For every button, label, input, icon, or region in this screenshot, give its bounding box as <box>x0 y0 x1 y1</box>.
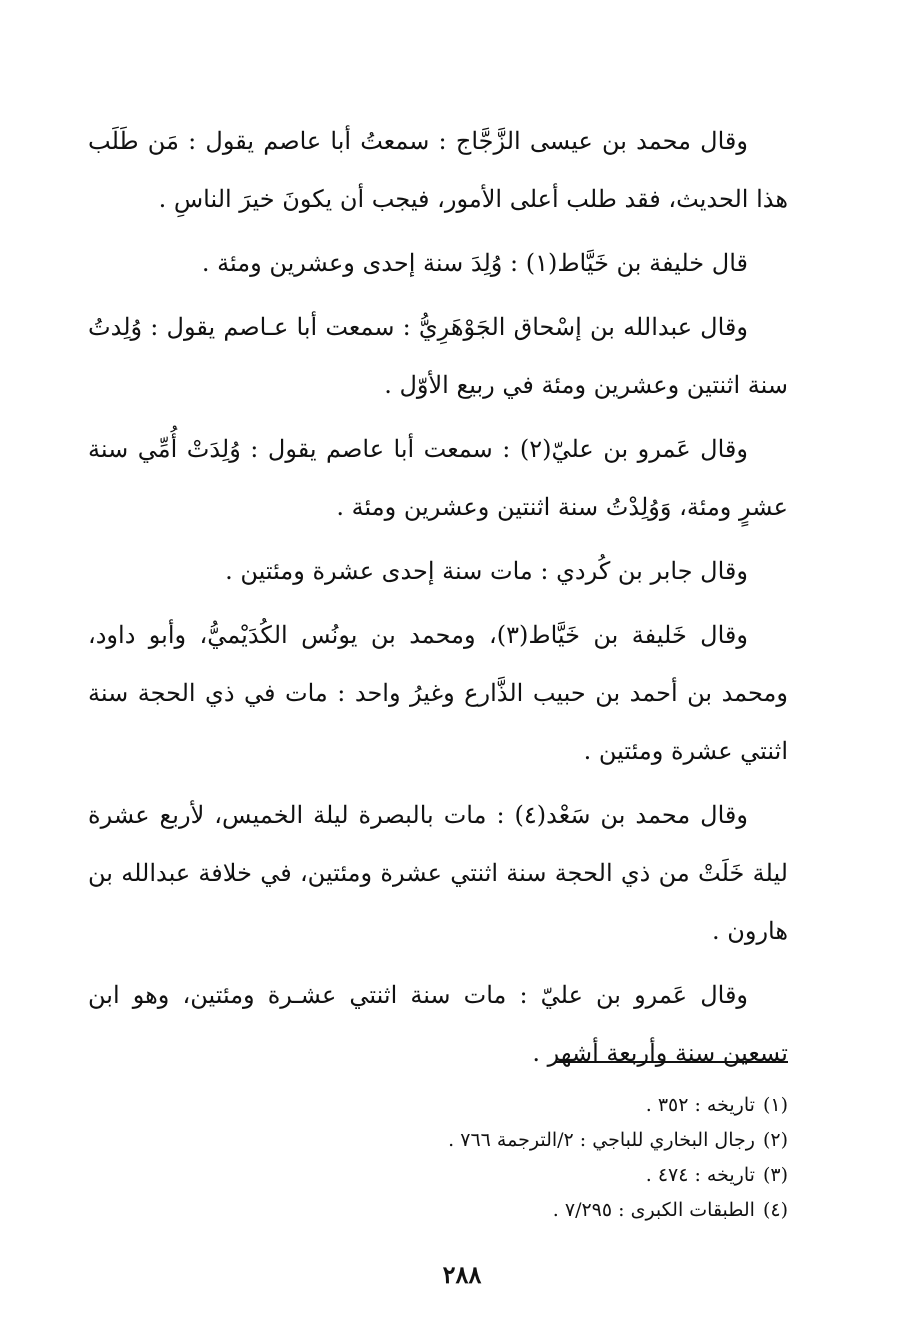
footnote-number: (٢) <box>762 1129 788 1151</box>
footnote <box>88 1158 788 1193</box>
footnote-number: (١) <box>762 1094 788 1116</box>
footnote <box>88 1123 788 1158</box>
footnote-text: تاريخه : ٤٧٤ . <box>645 1164 755 1186</box>
footnote-divider <box>555 1061 788 1063</box>
footnote <box>88 1193 788 1228</box>
footnote-text: الطبقات الكبرى : ٧/٢٩٥ . <box>552 1199 755 1221</box>
paragraph: وقال عَمرو بن عليّ : مات سنة اثنتي عشـرة ومئتين، وهو ابن تسعين سنة وأربعة أشهر . <box>88 981 788 1067</box>
footnote-text: تاريخه : ٣٥٢ . <box>645 1094 755 1116</box>
page-number: ٢٨٨ <box>442 1260 482 1289</box>
paragraph: قال خليفة بن خَيَّاط(١) : وُلِدَ سنة إحدى وعشرين ومئة . <box>201 249 748 277</box>
paragraph: وقال عبدالله بن إسْحاق الجَوْهَرِيُّ : سمعت أبا عـاصم يقول : وُلِدتُ سنة اثنتين وعشرين ومئة في ربيع الأوّل . <box>88 313 788 399</box>
footnote-number: (٤) <box>762 1199 788 1221</box>
footnote-number: (٣) <box>762 1164 788 1186</box>
paragraph: وقال عَمرو بن عليّ(٢) : سمعت أبا عاصم يقول : وُلِدَتْ أُمِّي سنة عشرٍ ومئة، وَوُلِدْتُ سنة اثنتين وعشرين ومئة . <box>88 435 788 521</box>
paragraph: وقال خَليفة بن خَيَّاط(٣)، ومحمد بن يونُس الكُدَيْميُّ، وأبو داود، ومحمد بن أحمد بن حبيب الذَّارع وغيرُ واحد : مات في ذي الحجة سنة اثنتي عشرة ومئتين . <box>88 621 788 765</box>
paragraph: وقال جابر بن كُردي : مات سنة إحدى عشرة ومئتين . <box>225 557 748 585</box>
footnote <box>88 1088 788 1123</box>
paragraph: وقال محمد بن عيسى الزَّجَّاج : سمعتُ أبا عاصم يقول : مَن طَلَب هذا الحديث، فقد طلب أعلى الأمور، فيجب أن يكونَ خيرَ الناسِ . <box>88 127 788 213</box>
paragraph: وقال محمد بن سَعْد(٤) : مات بالبصرة ليلة الخميس، لأربع عشرة ليلة خَلَتْ من ذي الحجة سنة اثنتي عشرة ومئتين، في خلافة عبدالله بن هارون . <box>88 801 788 945</box>
footnotes <box>88 1088 788 1228</box>
footnote-text: رجال البخاري للباجي : ٢/الترجمة ٧٦٦ . <box>448 1129 755 1151</box>
main-text <box>88 112 788 1088</box>
